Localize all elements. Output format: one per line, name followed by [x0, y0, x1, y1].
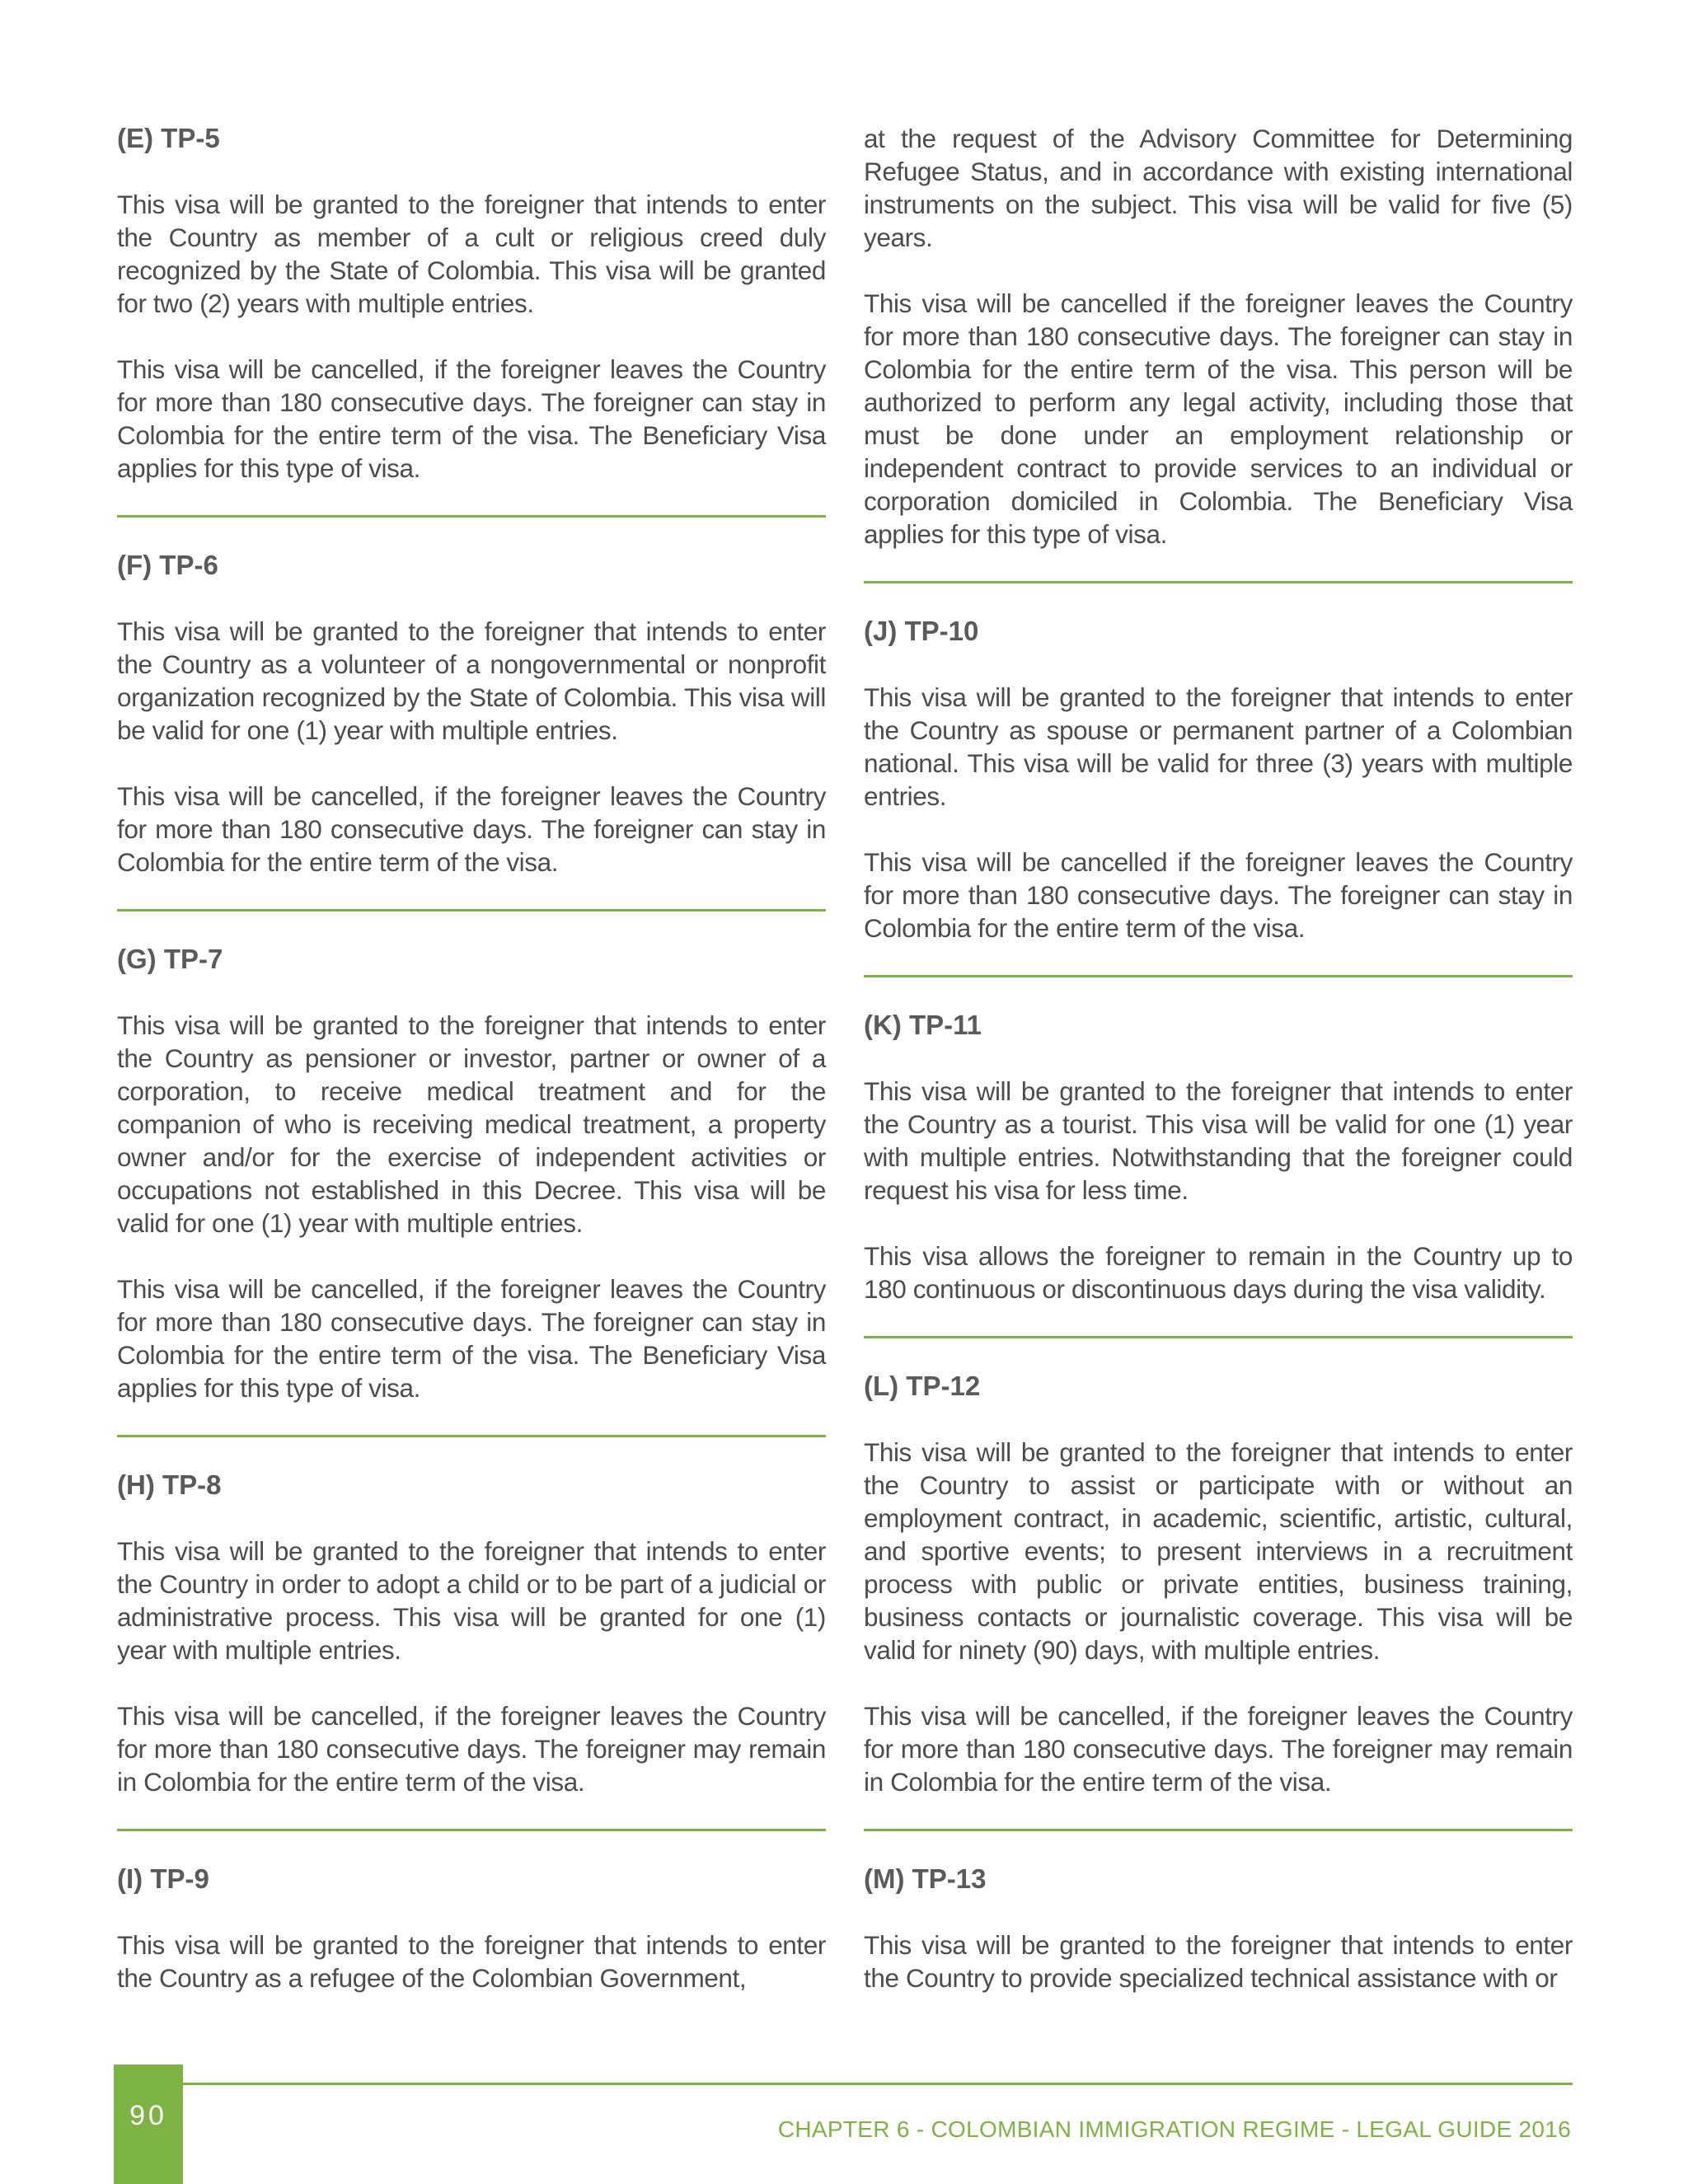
section-paragraph: This visa will be granted to the foreigner that intends to enter the Country as a tourist. This visa will be valid for one (1) year with multiple entries. Notwithstanding that the foreigner could request his visa for less time. — [864, 1076, 1573, 1205]
section-paragraph: This visa will be granted to the foreigner that intends to enter the Country to assist or participate with or without an employment contract, in academic, scientific, artistic, cultural, and sportive events; to present interviews in a recruitment process with public or private entities, business training, business contacts or journalistic coverage. This visa will be valid for ninety (90) days, with multiple entries. — [864, 1437, 1573, 1665]
section-paragraph: This visa allows the foreigner to remain in the Country up to 180 continuous or discontinuous days during the visa validity. — [864, 1241, 1573, 1304]
section-paragraph: This visa will be granted to the foreigner that intends to enter the Country to provide specialized technical assistance with or — [864, 1930, 1573, 1993]
visa-section — [864, 1863, 1573, 1994]
section-divider — [864, 975, 1573, 977]
section-paragraph: This visa will be granted to the foreigner that intends to enter the Country as pensioner or investor, partner or owner of a corporation, to receive medical treatment and for the companion of who is receiving medical treatment, a property owner and/or for the exercise of independent activities or occupations not established in this Decree. This visa will be valid for one (1) year with multiple entries. — [117, 1010, 826, 1238]
section-paragraph: This visa will be cancelled, if the foreigner leaves the Country for more than 180 consecutive days. The foreigner can stay in Colombia for the entire term of the visa. The Beneficiary Visa applies for this type of visa. — [117, 1274, 826, 1403]
right-column — [864, 122, 1573, 1994]
section-paragraph: at the request of the Advisory Committee for Determining Refugee Status, and in accordance with existing international instruments on the subject. This visa will be valid for five (5) years. — [864, 124, 1573, 252]
section-paragraph: This visa will be granted to the foreigner that intends to enter the Country in order to adopt a child or to be part of a judicial or administrative process. This visa will be granted for one (1) year with multiple entries. — [117, 1536, 826, 1665]
visa-section — [117, 122, 826, 485]
section-paragraph: This visa will be cancelled if the foreigner leaves the Country for more than 180 consecutive days. The foreigner can stay in Colombia for the entire term of the visa. — [864, 847, 1573, 943]
section-heading: (I) TP-9 — [117, 1863, 209, 1894]
visa-section — [117, 1863, 826, 1994]
section-paragraph: This visa will be cancelled, if the foreigner leaves the Country for more than 180 consecutive days. The foreigner may remain in Colombia for the entire term of the visa. — [117, 1701, 826, 1797]
visa-section — [864, 1009, 1573, 1305]
section-paragraph: This visa will be cancelled, if the foreigner leaves the Country for more than 180 consecutive days. The foreigner may remain in Colombia for the entire term of the visa. — [864, 1701, 1573, 1797]
visa-section — [117, 549, 826, 879]
section-heading: (J) TP-10 — [864, 616, 979, 646]
page-number: 90 — [114, 2064, 183, 2184]
section-heading: (M) TP-13 — [864, 1863, 987, 1894]
section-divider — [864, 581, 1573, 583]
visa-section — [864, 615, 1573, 944]
running-title: CHAPTER 6 - COLOMBIAN IMMIGRATION REGIME - LEGAL GUIDE 2016 — [777, 2116, 1571, 2142]
section-heading: (L) TP-12 — [864, 1371, 981, 1401]
section-divider — [864, 1829, 1573, 1831]
section-paragraph: This visa will be cancelled, if the foreigner leaves the Country for more than 180 consecutive days. The foreigner can stay in Colombia for the entire term of the visa. The Beneficiary Visa applies for this type of visa. — [117, 354, 826, 483]
section-heading: (K) TP-11 — [864, 1010, 982, 1040]
section-paragraph: This visa will be granted to the foreigner that intends to enter the Country as member of a cult or religious creed duly recognized by the State of Colombia. This visa will be granted for two (2) years with multiple entries. — [117, 190, 826, 318]
visa-section — [864, 1370, 1573, 1798]
section-paragraph: This visa will be cancelled if the foreigner leaves the Country for more than 180 consecutive days. The foreigner can stay in Colombia for the entire term of the visa. This person will be authorized to perform any legal activity, including those that must be done under an employment relationship or independent contract to provide services to an individual or corporation domiciled in Colombia. The Beneficiary Visa applies for this type of visa. — [864, 288, 1573, 549]
section-divider — [117, 1829, 826, 1831]
section-heading: (E) TP-5 — [117, 123, 220, 153]
section-heading: (F) TP-6 — [117, 550, 218, 580]
section-divider — [117, 909, 826, 912]
section-paragraph: This visa will be granted to the foreigner that intends to enter the Country as a refugee of the Colombian Government, — [117, 1930, 826, 1993]
footer-divider — [183, 2083, 1573, 2085]
visa-section — [864, 122, 1573, 551]
visa-section — [117, 943, 826, 1404]
section-paragraph: This visa will be granted to the foreigner that intends to enter the Country as spouse or permanent partner of a Colombian national. This visa will be valid for three (3) years with multiple entries. — [864, 682, 1573, 811]
section-divider — [117, 1435, 826, 1437]
section-paragraph: This visa will be cancelled, if the foreigner leaves the Country for more than 180 consecutive days. The foreigner can stay in Colombia for the entire term of the visa. — [117, 781, 826, 877]
left-column — [117, 122, 826, 1994]
section-paragraph: This visa will be granted to the foreigner that intends to enter the Country as a volunteer of a nongovernmental or nonprofit organization recognized by the State of Colombia. This visa will be valid for one (1) year with multiple entries. — [117, 616, 826, 745]
visa-section — [117, 1469, 826, 1798]
section-divider — [117, 515, 826, 518]
section-heading: (H) TP-8 — [117, 1469, 222, 1500]
section-divider — [864, 1336, 1573, 1338]
section-heading: (G) TP-7 — [117, 944, 223, 974]
